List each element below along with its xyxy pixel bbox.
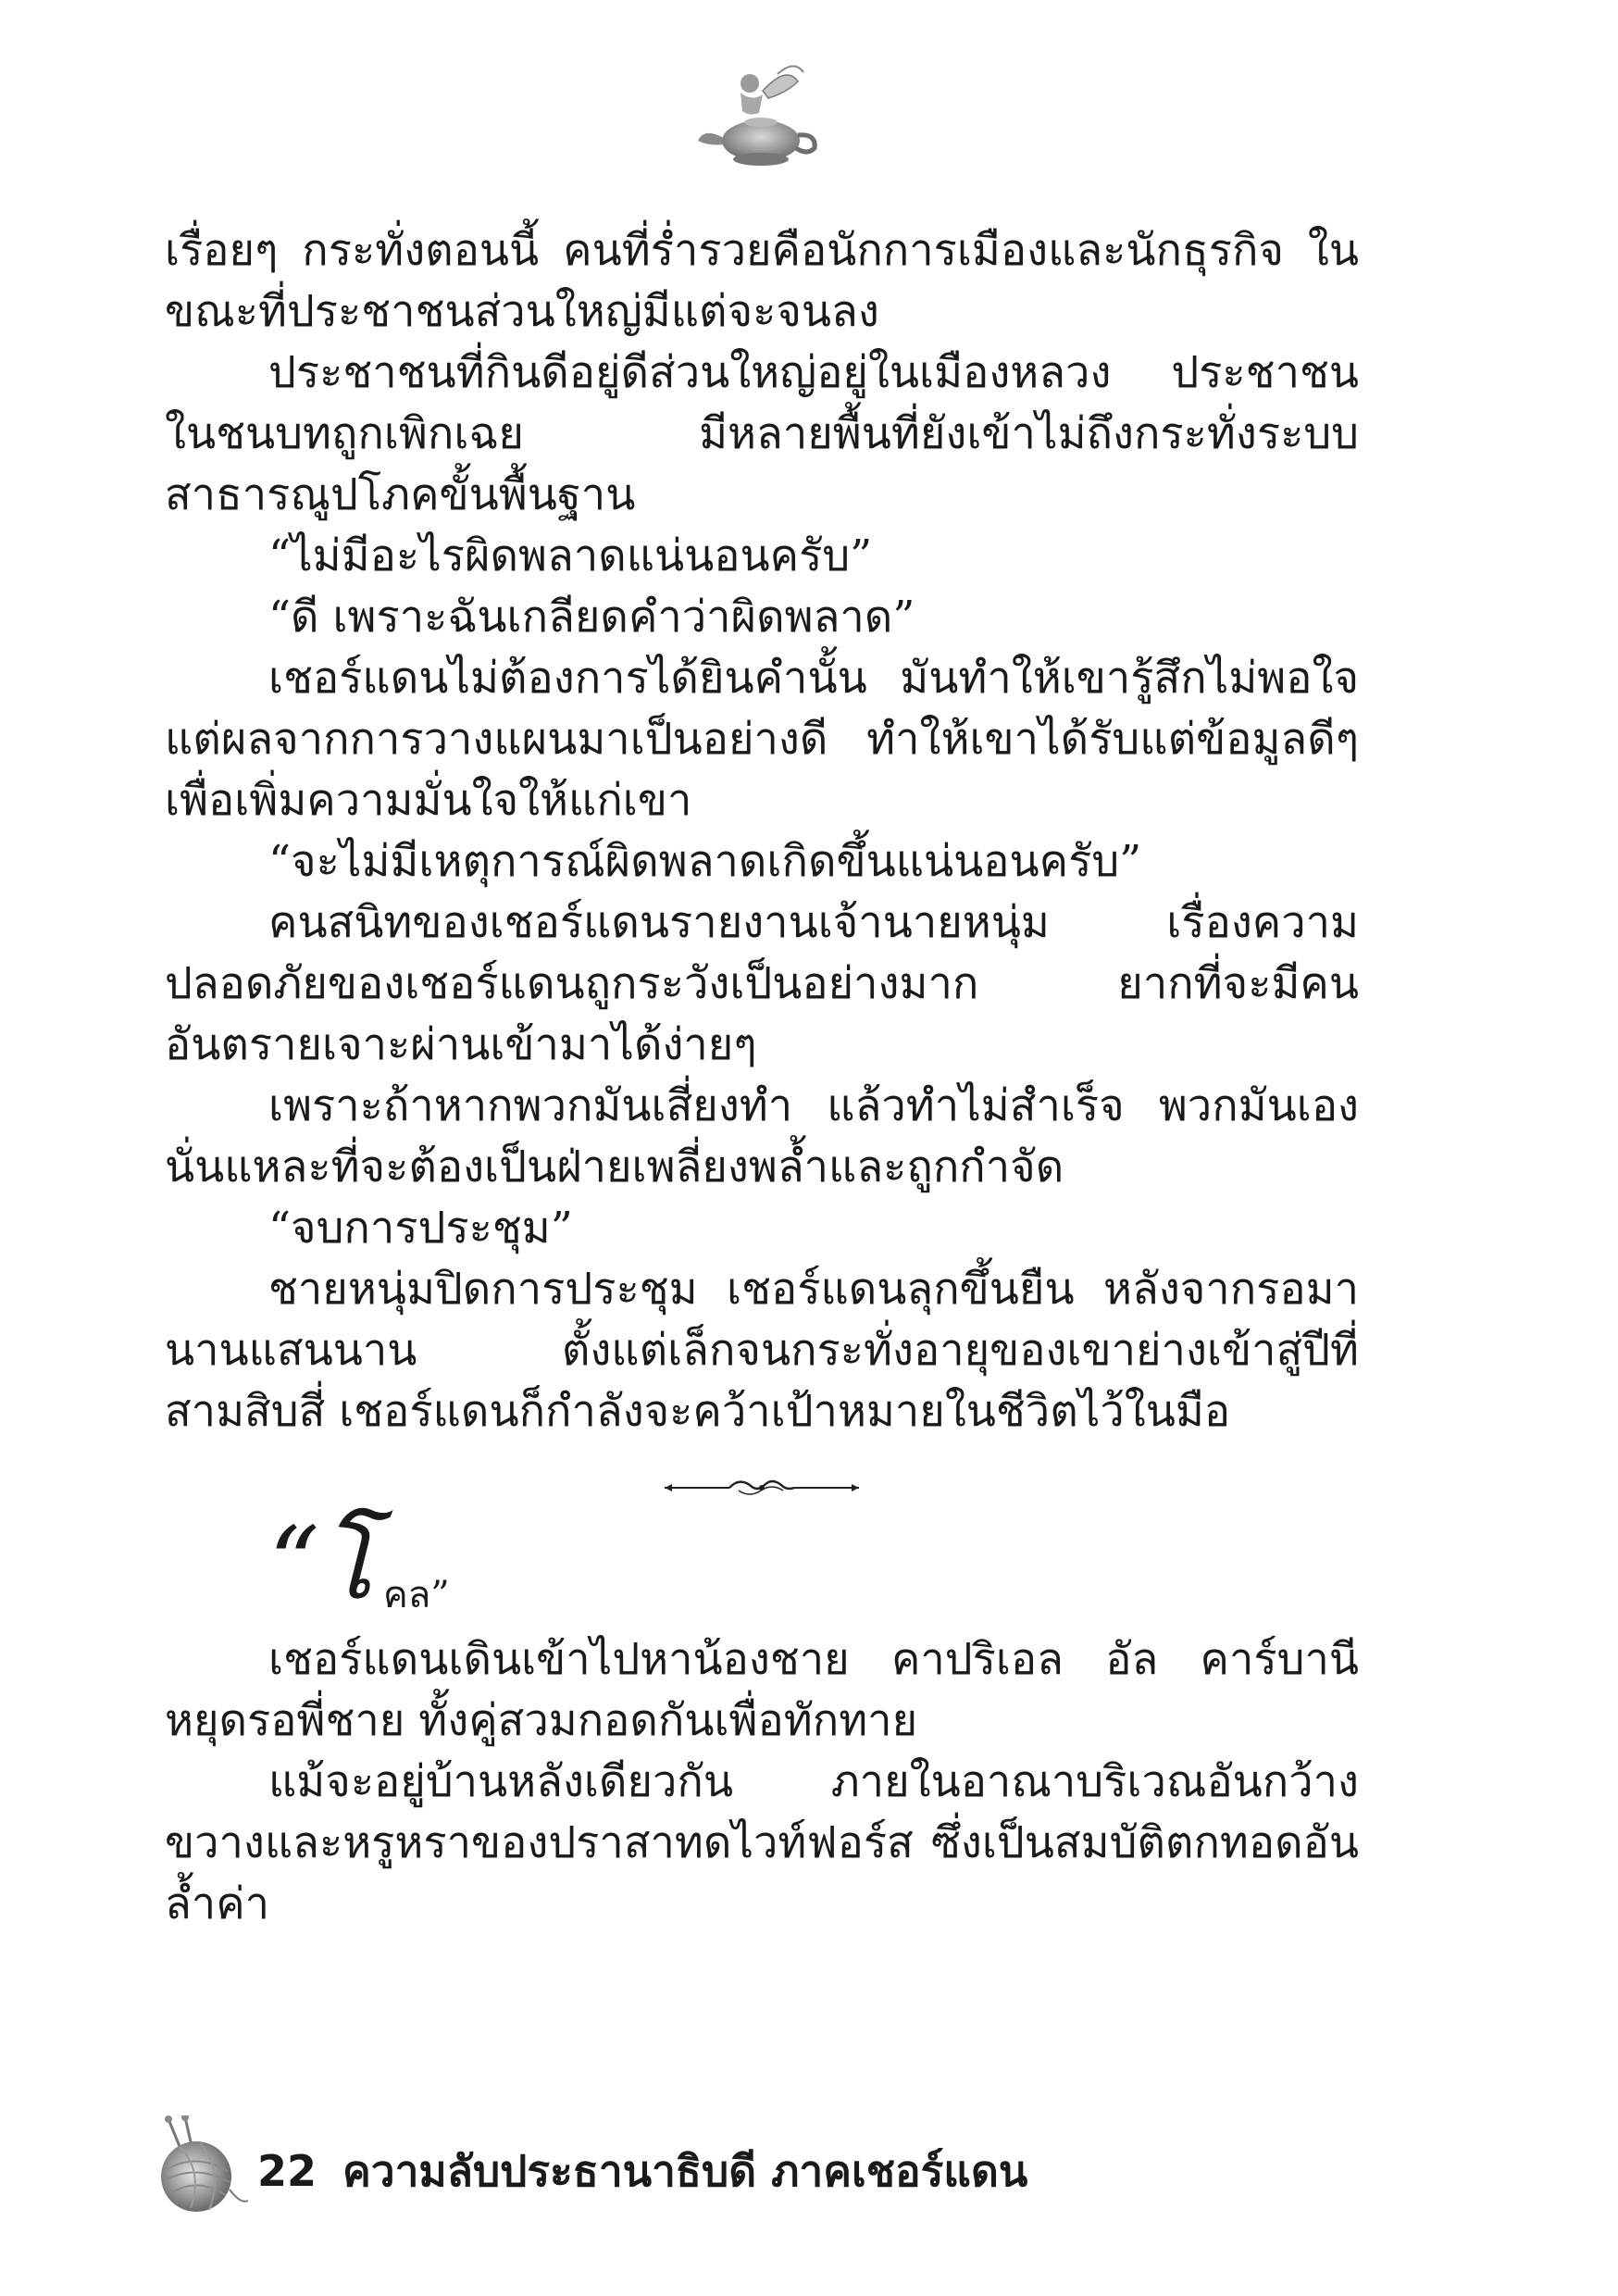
paragraph-1: เรื่อยๆ กระทั่งตอนนี้ คนที่ร่ำรวยคือนักการเมืองและนักธุรกิจ ในขณะที่ประชาชนส่วนใหญ่มีแต่จะจนลง	[165, 225, 1359, 337]
paragraph-4: “ดี เพราะฉันเกลียดคำว่าผิดพลาด”	[268, 592, 915, 643]
drop-cap-rest: คล”	[383, 1574, 450, 1616]
paragraph-9: “จบการประชุม”	[268, 1203, 573, 1254]
paragraph-2: ประชาชนที่กินดีอยู่ดีส่วนใหญ่อยู่ในเมืองหลวง ประชาชนในชนบทถูกเพิกเฉย มีหลายพื้นที่ยังเข้าไม่ถึงกระทั่งระบบสาธารณูปโภคขั้นพื้นฐาน	[165, 347, 1359, 520]
page-number: 22	[257, 2146, 317, 2196]
paragraph-8: เพราะถ้าหากพวกมันเสี่ยงทำ แล้วทำไม่สำเร็จ พวกมันเองนั่นแหละที่จะต้องเป็นฝ่ายเพลี่ยงพล้ำและถูกกำจัด	[165, 1080, 1359, 1192]
chapter-opening	[165, 1506, 1359, 1624]
paragraph-6: “จะไม่มีเหตุการณ์ผิดพลาดเกิดขึ้นแน่นอนครับ”	[268, 836, 1142, 887]
paragraph-11: เชอร์แดนเดินเข้าไปหาน้องชาย คาปริเอล อัล คาร์บานี หยุดรอพี่ชาย ทั้งคู่สวมกอดกันเพื่อทักทาย	[165, 1634, 1359, 1746]
yarn-ball-icon	[148, 2115, 250, 2217]
drop-cap: “โ	[268, 1506, 374, 1622]
teapot-cupid-ornament-icon	[685, 56, 824, 176]
paragraph-12: แม้จะอยู่บ้านหลังเดียวกัน ภายในอาณาบริเวณอันกว้างขวางและหรูหราของปราสาทดไวท์ฟอร์ส ซึ่งเป็นสมบัติตกทอดอันล้ำค่า	[165, 1756, 1359, 1929]
body-text	[165, 220, 1359, 1935]
paragraph-10: ชายหนุ่มปิดการประชุม เชอร์แดนลุกขึ้นยืน หลังจากรอมานานแสนนาน ตั้งแต่เล็กจนกระทั่งอายุของเขาย่างเข้าสู่ปีที่สามสิบสี่ เชอร์แดนก็กำลังจะคว้าเป้าหมายในชีวิตไว้ในมือ	[165, 1264, 1359, 1437]
book-title: ความลับประธานาธิบดี ภาคเชอร์แดน	[342, 2146, 1028, 2196]
paragraph-7: คนสนิทของเชอร์แดนรายงานเจ้านายหนุ่ม เรื่องความปลอดภัยของเชอร์แดนถูกระวังเป็นอย่างมาก ยากที่จะมีคนอันตรายเจาะผ่านเข้ามาได้ง่ายๆ	[165, 897, 1359, 1070]
paragraph-3: “ไม่มีอะไรผิดพลาดแน่นอนครับ”	[268, 530, 873, 581]
page-footer	[148, 2115, 1351, 2217]
paragraph-5: เชอร์แดนไม่ต้องการได้ยินคำนั้น มันทำให้เขารู้สึกไม่พอใจ แต่ผลจากการวางแผนมาเป็นอย่างดี ทำให้เขาได้รับแต่ข้อมูลดีๆ เพื่อเพิ่มความมั่นใจให้แก่เขา	[165, 653, 1359, 826]
